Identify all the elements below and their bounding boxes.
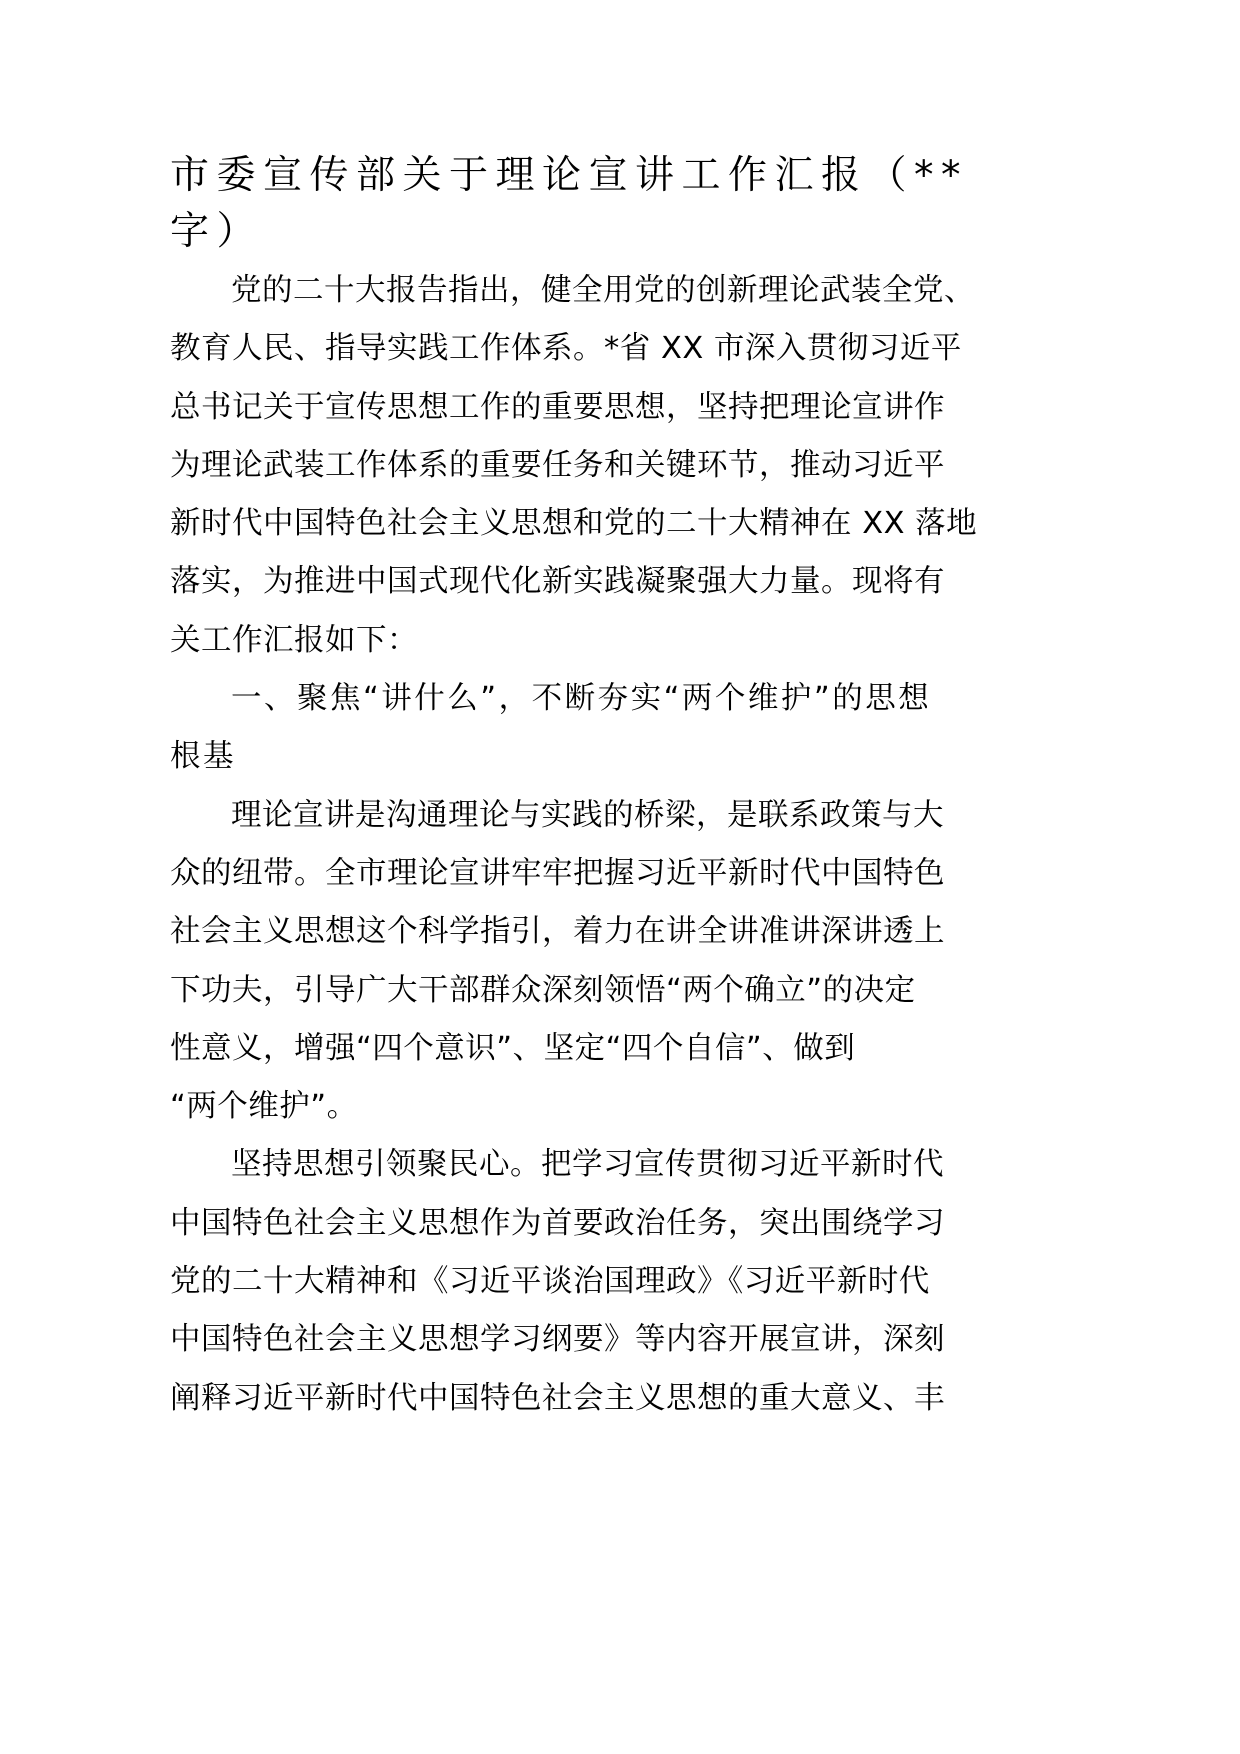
text-line: 社会主义思想这个科学指引，着力在讲全讲准讲深讲透上	[170, 914, 945, 950]
text-line: 众的纽带。全市理论宣讲牢牢把握习近平新时代中国特色	[170, 855, 945, 891]
text-line: 新时代中国特色社会主义思想和党的二十大精神在 XX 落地	[170, 506, 978, 542]
section-heading-1	[170, 670, 1046, 787]
text-line: 党的二十大报告指出，健全用党的创新理论武装全党、	[231, 273, 975, 308]
heading-line: 根基	[170, 739, 236, 775]
text-line: 中国特色社会主义思想学习纲要》等内容开展宣讲，深刻	[170, 1322, 945, 1358]
heading-line: 一、聚焦“讲什么”，不断夯实“两个维护”的思想	[231, 681, 932, 717]
text-line: 坚持思想引领聚民心。把学习宣传贯彻习近平新时代	[231, 1147, 944, 1183]
text-line: 中国特色社会主义思想作为首要政治任务，突出围绕学习	[170, 1205, 945, 1241]
text-line: 性意义，增强“四个意识”、坚定“四个自信”、做到	[170, 1030, 856, 1066]
document-page	[170, 148, 1046, 1428]
text-line: 落实，为推进中国式现代化新实践凝聚强大力量。现将有	[170, 564, 945, 600]
text-line: 总书记关于宣传思想工作的重要思想，坚持把理论宣讲作	[170, 389, 945, 425]
text-line: 理论宣讲是沟通理论与实践的桥梁，是联系政策与大	[231, 797, 944, 833]
document-title	[170, 148, 1046, 260]
section-1-subparagraph	[170, 1136, 1046, 1427]
text-line: “两个维护”。	[170, 1089, 358, 1125]
section-1-paragraph	[170, 787, 1046, 1137]
title-line: 字）	[170, 209, 264, 254]
text-line: 为理论武装工作体系的重要任务和关键环节，推动习近平	[170, 447, 945, 483]
text-line: 党的二十大精神和《习近平谈治国理政》《习近平新时代	[170, 1264, 930, 1300]
text-line: 下功夫，引导广大干部群众深刻领悟“两个确立”的决定	[170, 972, 916, 1008]
intro-paragraph	[170, 262, 1046, 670]
title-line: 市委宣传部关于理论宣讲工作汇报（**	[170, 153, 969, 198]
text-line: 阐释习近平新时代中国特色社会主义思想的重大意义、丰	[170, 1380, 945, 1416]
text-line: 关工作汇报如下：	[170, 622, 418, 658]
text-line: 教育人民、指导实践工作体系。*省 XX 市深入贯彻习近平	[170, 331, 962, 367]
